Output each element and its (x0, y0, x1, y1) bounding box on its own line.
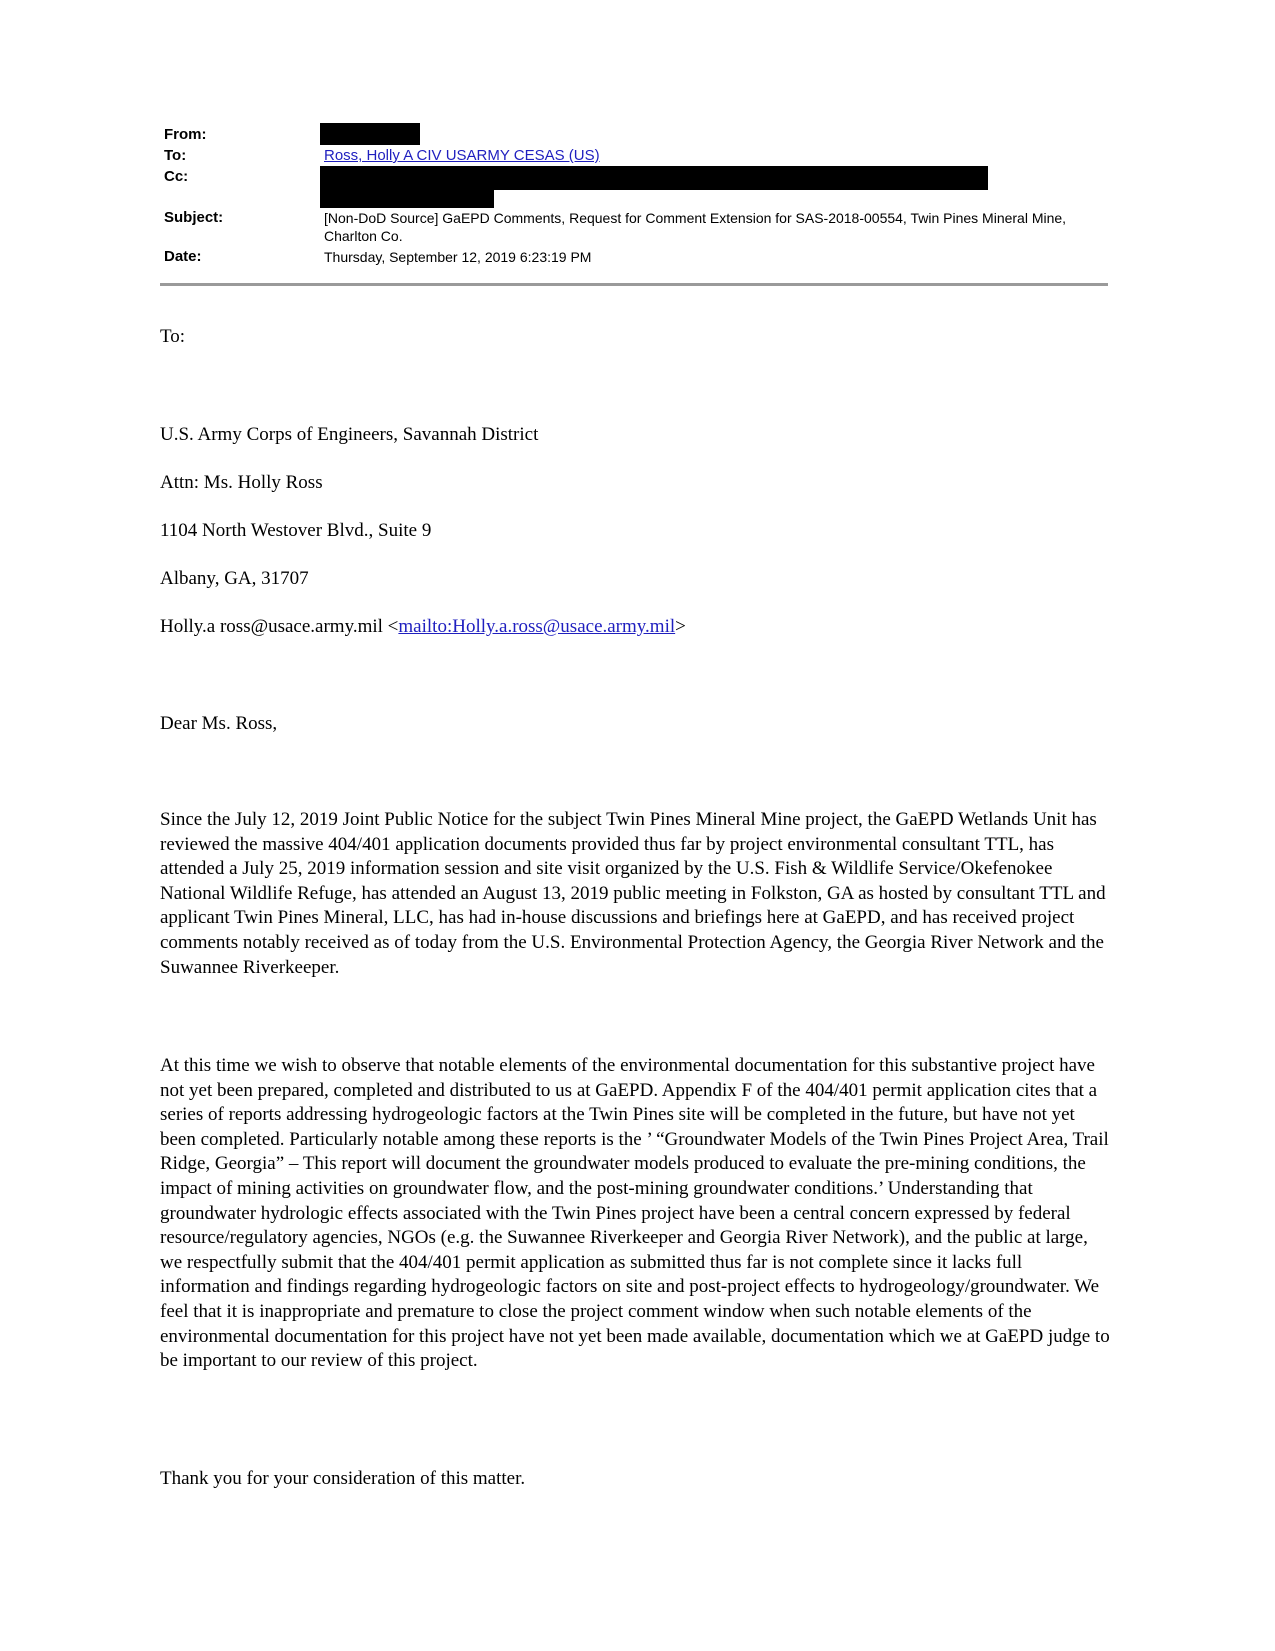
date-label: Date: (164, 248, 202, 265)
subject-label: Subject: (164, 209, 224, 226)
cc-label: Cc: (164, 168, 189, 185)
paragraph-1: Since the July 12, 2019 Joint Public Notice for the subject Twin Pines Mineral Mine project, the GaEPD Wetlands Unit has reviewed the massive 404/401 application documents provided thus far by project environmental consultant TTL, has attended a July 25, 2019 information session and site visit organized by the U.S. Fish & Wildlife Service/Okefenokee National Wildlife Refuge, has attended an August 13, 2019 public meeting in Folkston, GA as hosted by consultant TTL and applicant Twin Pines Mineral, LLC, has had in-house discussions and briefings here at GaEPD, and has received project comments notably received as of today from the U.S. Environmental Protection Agency, the Georgia River Network and the Suwannee Riverkeeper. (160, 809, 1106, 978)
email-address-text: Holly.a ross@usace.army.mil < (160, 616, 399, 637)
mailto-link[interactable]: mailto:Holly.a.ross@usace.army.mil (398, 616, 676, 637)
to-recipient-link[interactable]: Ross, Holly A CIV USARMY CESAS (US) (324, 147, 600, 164)
address-line-4: Albany, GA, 31707 (160, 568, 309, 589)
address-line-3: 1104 North Westover Blvd., Suite 9 (160, 520, 432, 541)
subject-value: [Non-DoD Source] GaEPD Comments, Request for Comment Extension for SAS-2018-00554, Twin Pines Mineral Mine, Charlton Co. (324, 210, 1067, 244)
header-divider (160, 283, 1108, 286)
from-redaction (320, 123, 420, 145)
from-label: From: (164, 126, 207, 143)
date-value: Thursday, September 12, 2019 6:23:19 PM (324, 249, 592, 265)
to-line: To: (160, 326, 186, 347)
to-label: To: (164, 147, 187, 164)
cc-redaction-2 (320, 186, 494, 208)
address-line-1: U.S. Army Corps of Engineers, Savannah District (160, 424, 539, 445)
email-address-line (160, 616, 686, 638)
paragraph-2: At this time we wish to observe that notable elements of the environmental documentation for this substantive project have not yet been prepared, completed and distributed to us at GaEPD. Appendix F of the 404/401 permit application cites that a series of reports addressing hydrogeologic factors at the Twin Pines site will be completed in the future, but have not yet been completed. Particularly notable among these reports is the ’ “Groundwater Models of the Twin Pines Project Area, Trail Ridge, Georgia” – This report will document the groundwater models produced to evaluate the pre-mining conditions, the impact of mining activities on groundwater flow, and the post-mining groundwater conditions.’ Understanding that groundwater hydrologic effects associated with the Twin Pines project have been a central concern expressed by federal resource/regulatory agencies, NGOs (e.g. the Suwannee Riverkeeper and Georgia River Network), and the public at large, we respectfully submit that the 404/401 permit application as submitted thus far is not complete since it lacks full information and findings regarding hydrogeologic factors on site and post-project effects to hydrogeology/groundwater. We feel that it is inappropriate and premature to close the project comment window when such notable elements of the environmental documentation for this project have not yet been made available, documentation which we at GaEPD judge to be important to our review of this project. (160, 1055, 1110, 1372)
email-address-close: > (675, 616, 686, 637)
salutation: Dear Ms. Ross, (160, 713, 278, 734)
closing-line: Thank you for your consideration of this matter. (160, 1468, 526, 1489)
address-line-2: Attn: Ms. Holly Ross (160, 472, 323, 493)
